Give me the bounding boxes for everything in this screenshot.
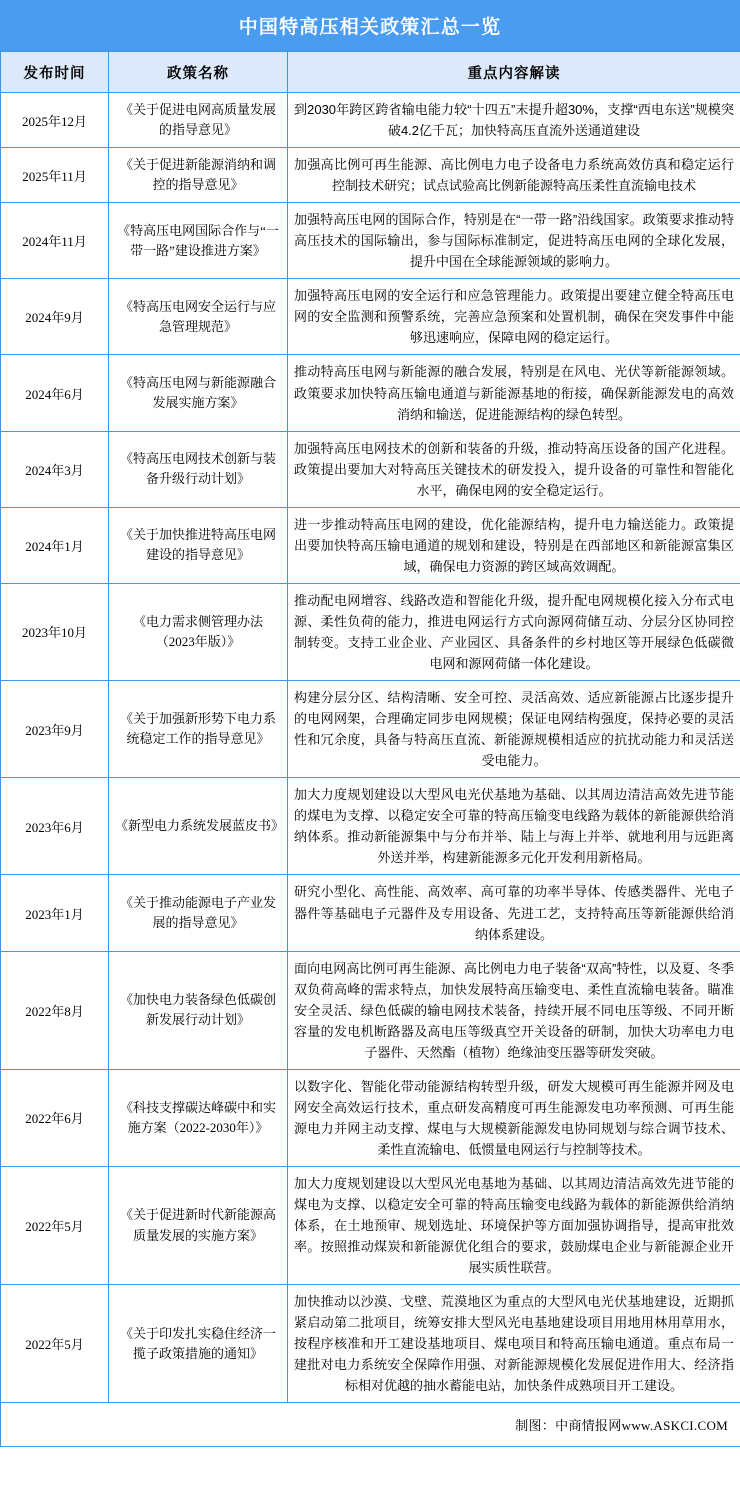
- table-row: [1, 93, 740, 148]
- cell-policy-name: 《关于加强新形势下电力系统稳定工作的指导意见》: [109, 681, 288, 778]
- cell-key-content: 推动特高压电网与新能源的融合发展，特别是在风电、光伏等新能源领域。政策要求加快特高压输电通道与新能源基地的衔接，确保新能源发电的高效消纳和输送，促进能源结构的绿色转型。: [288, 355, 740, 431]
- table-row: [1, 681, 740, 778]
- table-row: [1, 507, 740, 583]
- cell-key-content: 进一步推动特高压电网的建设，优化能源结构，提升电力输送能力。政策提出要加快特高压输电通道的规划和建设，特别是在西部地区和新能源富集区域，确保电力资源的跨区域高效调配。: [288, 507, 740, 583]
- cell-release-date: 2025年11月: [1, 148, 109, 203]
- cell-policy-name: 《关于促进新能源消纳和调控的指导意见》: [109, 148, 288, 203]
- cell-policy-name: 《科技支撑碳达峰碳中和实施方案（2022-2030年）》: [109, 1069, 288, 1166]
- cell-policy-name: 《特高压电网与新能源融合发展实施方案》: [109, 355, 288, 431]
- cell-policy-name: 《关于促进新时代新能源高质量发展的实施方案》: [109, 1167, 288, 1285]
- table-row: [1, 1069, 740, 1166]
- cell-release-date: 2025年12月: [1, 93, 109, 148]
- cell-key-content: 研究小型化、高性能、高效率、高可靠的功率半导体、传感类器件、光电子器件等基础电子元器件及专用设备、先进工艺，支持特高压等新能源供给消纳体系建设。: [288, 875, 740, 951]
- cell-key-content: 加强高比例可再生能源、高比例电力电子设备电力系统高效仿真和稳定运行控制技术研究；试点试验高比例新能源特高压柔性直流输电技术: [288, 148, 740, 203]
- cell-key-content: 加强特高压电网的安全运行和应急管理能力。政策提出要建立健全特高压电网的安全监测和预警系统，完善应急预案和处置机制，确保在突发事件中能够迅速响应，保障电网的稳定运行。: [288, 279, 740, 355]
- cell-key-content: 到2030年跨区跨省输电能力较“十四五”末提升超30%，支撑“西电东送”规模突破4.2亿千瓦；加快特高压直流外送通道建设: [288, 93, 740, 148]
- cell-release-date: 2024年11月: [1, 203, 109, 279]
- cell-key-content: 推动配电网增容、线路改造和智能化升级，提升配电网规模化接入分布式电源、柔性负荷的能力，推进电网运行方式向源网荷储互动、分层分区协同控制转变。支持工业企业、产业园区、具备条件的乡村地区等开展绿色低碳微电网和源网荷储一体化建设。: [288, 583, 740, 680]
- cell-policy-name: 《特高压电网安全运行与应急管理规范》: [109, 279, 288, 355]
- table-row: [1, 148, 740, 203]
- column-header-name: 政策名称: [109, 52, 288, 93]
- cell-key-content: 加强特高压电网的国际合作，特别是在“一带一路”沿线国家。政策要求推动特高压技术的国际输出，参与国际标准制定，促进特高压电网的全球化发展，提升中国在全球能源领域的影响力。: [288, 203, 740, 279]
- cell-policy-name: 《关于推动能源电子产业发展的指导意见》: [109, 875, 288, 951]
- cell-release-date: 2024年6月: [1, 355, 109, 431]
- policy-table: [0, 51, 740, 1447]
- cell-release-date: 2022年5月: [1, 1167, 109, 1285]
- table-row: [1, 203, 740, 279]
- cell-policy-name: 《关于印发扎实稳住经济一揽子政策措施的通知》: [109, 1285, 288, 1403]
- table-row: [1, 1285, 740, 1403]
- table-body: [1, 93, 740, 1403]
- table-header-row: [1, 52, 740, 93]
- cell-policy-name: 《特高压电网技术创新与装备升级行动计划》: [109, 431, 288, 507]
- table-row: [1, 431, 740, 507]
- cell-release-date: 2023年9月: [1, 681, 109, 778]
- credit-text: 制图：中商情报网www.ASKCI.COM: [1, 1403, 740, 1447]
- cell-release-date: 2023年6月: [1, 778, 109, 875]
- column-header-desc: 重点内容解读: [288, 52, 740, 93]
- cell-policy-name: 《加快电力装备绿色低碳创新发展行动计划》: [109, 951, 288, 1069]
- cell-key-content: 加快推动以沙漠、戈壁、荒漠地区为重点的大型风电光伏基地建设，近期抓紧启动第二批项目，统筹安排大型风光电基地建设项目用地用林用草用水，按程序核准和开工建设基地项目、煤电项目和特高压输电通道。重点布局一建批对电力系统安全保障作用强、对新能源规模化发展促进作用大、经济指标相对优越的抽水蓄能电站，加快条件成熟项目开工建设。: [288, 1285, 740, 1403]
- cell-release-date: 2022年8月: [1, 951, 109, 1069]
- cell-policy-name: 《新型电力系统发展蓝皮书》: [109, 778, 288, 875]
- column-header-date: 发布时间: [1, 52, 109, 93]
- cell-release-date: 2024年9月: [1, 279, 109, 355]
- cell-policy-name: 《关于加快推进特高压电网建设的指导意见》: [109, 507, 288, 583]
- table-row: [1, 583, 740, 680]
- page-title: 中国特高压相关政策汇总一览: [238, 17, 502, 38]
- cell-key-content: 以数字化、智能化带动能源结构转型升级，研发大规模可再生能源并网及电网安全高效运行技术，重点研发高精度可再生能源发电功率预测、可再生能源电力并网主动支撑、煤电与大规模新能源发电协同规划与综合调节技术、柔性直流输电、低惯量电网运行与控制等技术。: [288, 1069, 740, 1166]
- table-row: [1, 279, 740, 355]
- cell-release-date: 2022年6月: [1, 1069, 109, 1166]
- cell-key-content: 面向电网高比例可再生能源、高比例电力电子装备“双高”特性，以及夏、冬季双负荷高峰的需求特点，加快发展特高压输变电、柔性直流输电装备。瞄准安全灵活、绿色低碳的输电网技术装备，持续开展不同电压等级、不同开断容量的发电机断路器及高电压等级真空开关设备的研制，加快大功率电力电子器件、天然酯（植物）绝缘油变压器等研发突破。: [288, 951, 740, 1069]
- table-row: [1, 951, 740, 1069]
- cell-policy-name: 《电力需求侧管理办法（2023年版）》: [109, 583, 288, 680]
- cell-release-date: 2024年1月: [1, 507, 109, 583]
- cell-policy-name: 《关于促进电网高质量发展的指导意见》: [109, 93, 288, 148]
- table-row: [1, 778, 740, 875]
- cell-release-date: 2023年10月: [1, 583, 109, 680]
- cell-release-date: 2023年1月: [1, 875, 109, 951]
- cell-release-date: 2024年3月: [1, 431, 109, 507]
- table-row: [1, 875, 740, 951]
- table-row: [1, 355, 740, 431]
- cell-policy-name: 《特高压电网国际合作与“一带一路”建设推进方案》: [109, 203, 288, 279]
- table-row: [1, 1167, 740, 1285]
- table-footer: [1, 1403, 740, 1447]
- cell-key-content: 加强特高压电网技术的创新和装备的升级，推动特高压设备的国产化进程。政策提出要加大对特高压关键技术的研发投入，提升设备的可靠性和智能化水平，确保电网的安全稳定运行。: [288, 431, 740, 507]
- footer-row: [1, 1403, 740, 1447]
- table-header: [1, 52, 740, 93]
- cell-key-content: 构建分层分区、结构清晰、安全可控、灵活高效、适应新能源占比逐步提升的电网网架，合理确定同步电网规模；保证电网结构强度，保持必要的灵活性和冗余度，具备与特高压直流、新能源规模相适应的抗扰动能力和灵活送受电能力。: [288, 681, 740, 778]
- cell-key-content: 加大力度规划建设以大型风光电基地为基础、以其周边清洁高效先进节能的煤电为支撑、以稳定安全可靠的特高压输变电线路为载体的新能源供给消纳体系，在土地预审、规划选址、环境保护等方面加强协调指导，提高审批效率。按照推动煤炭和新能源优化组合的要求，鼓励煤电企业与新能源企业开展实质性联营。: [288, 1167, 740, 1285]
- cell-key-content: 加大力度规划建设以大型风电光伏基地为基础、以其周边清洁高效先进节能的煤电为支撑、以稳定安全可靠的特高压输变电线路为载体的新能源供给消纳体系。推动新能源集中与分布并举、陆上与海上并举、就地利用与远距离外送并举，构建新能源多元化开发利用新格局。: [288, 778, 740, 875]
- title-banner: [0, 0, 740, 51]
- cell-release-date: 2022年5月: [1, 1285, 109, 1403]
